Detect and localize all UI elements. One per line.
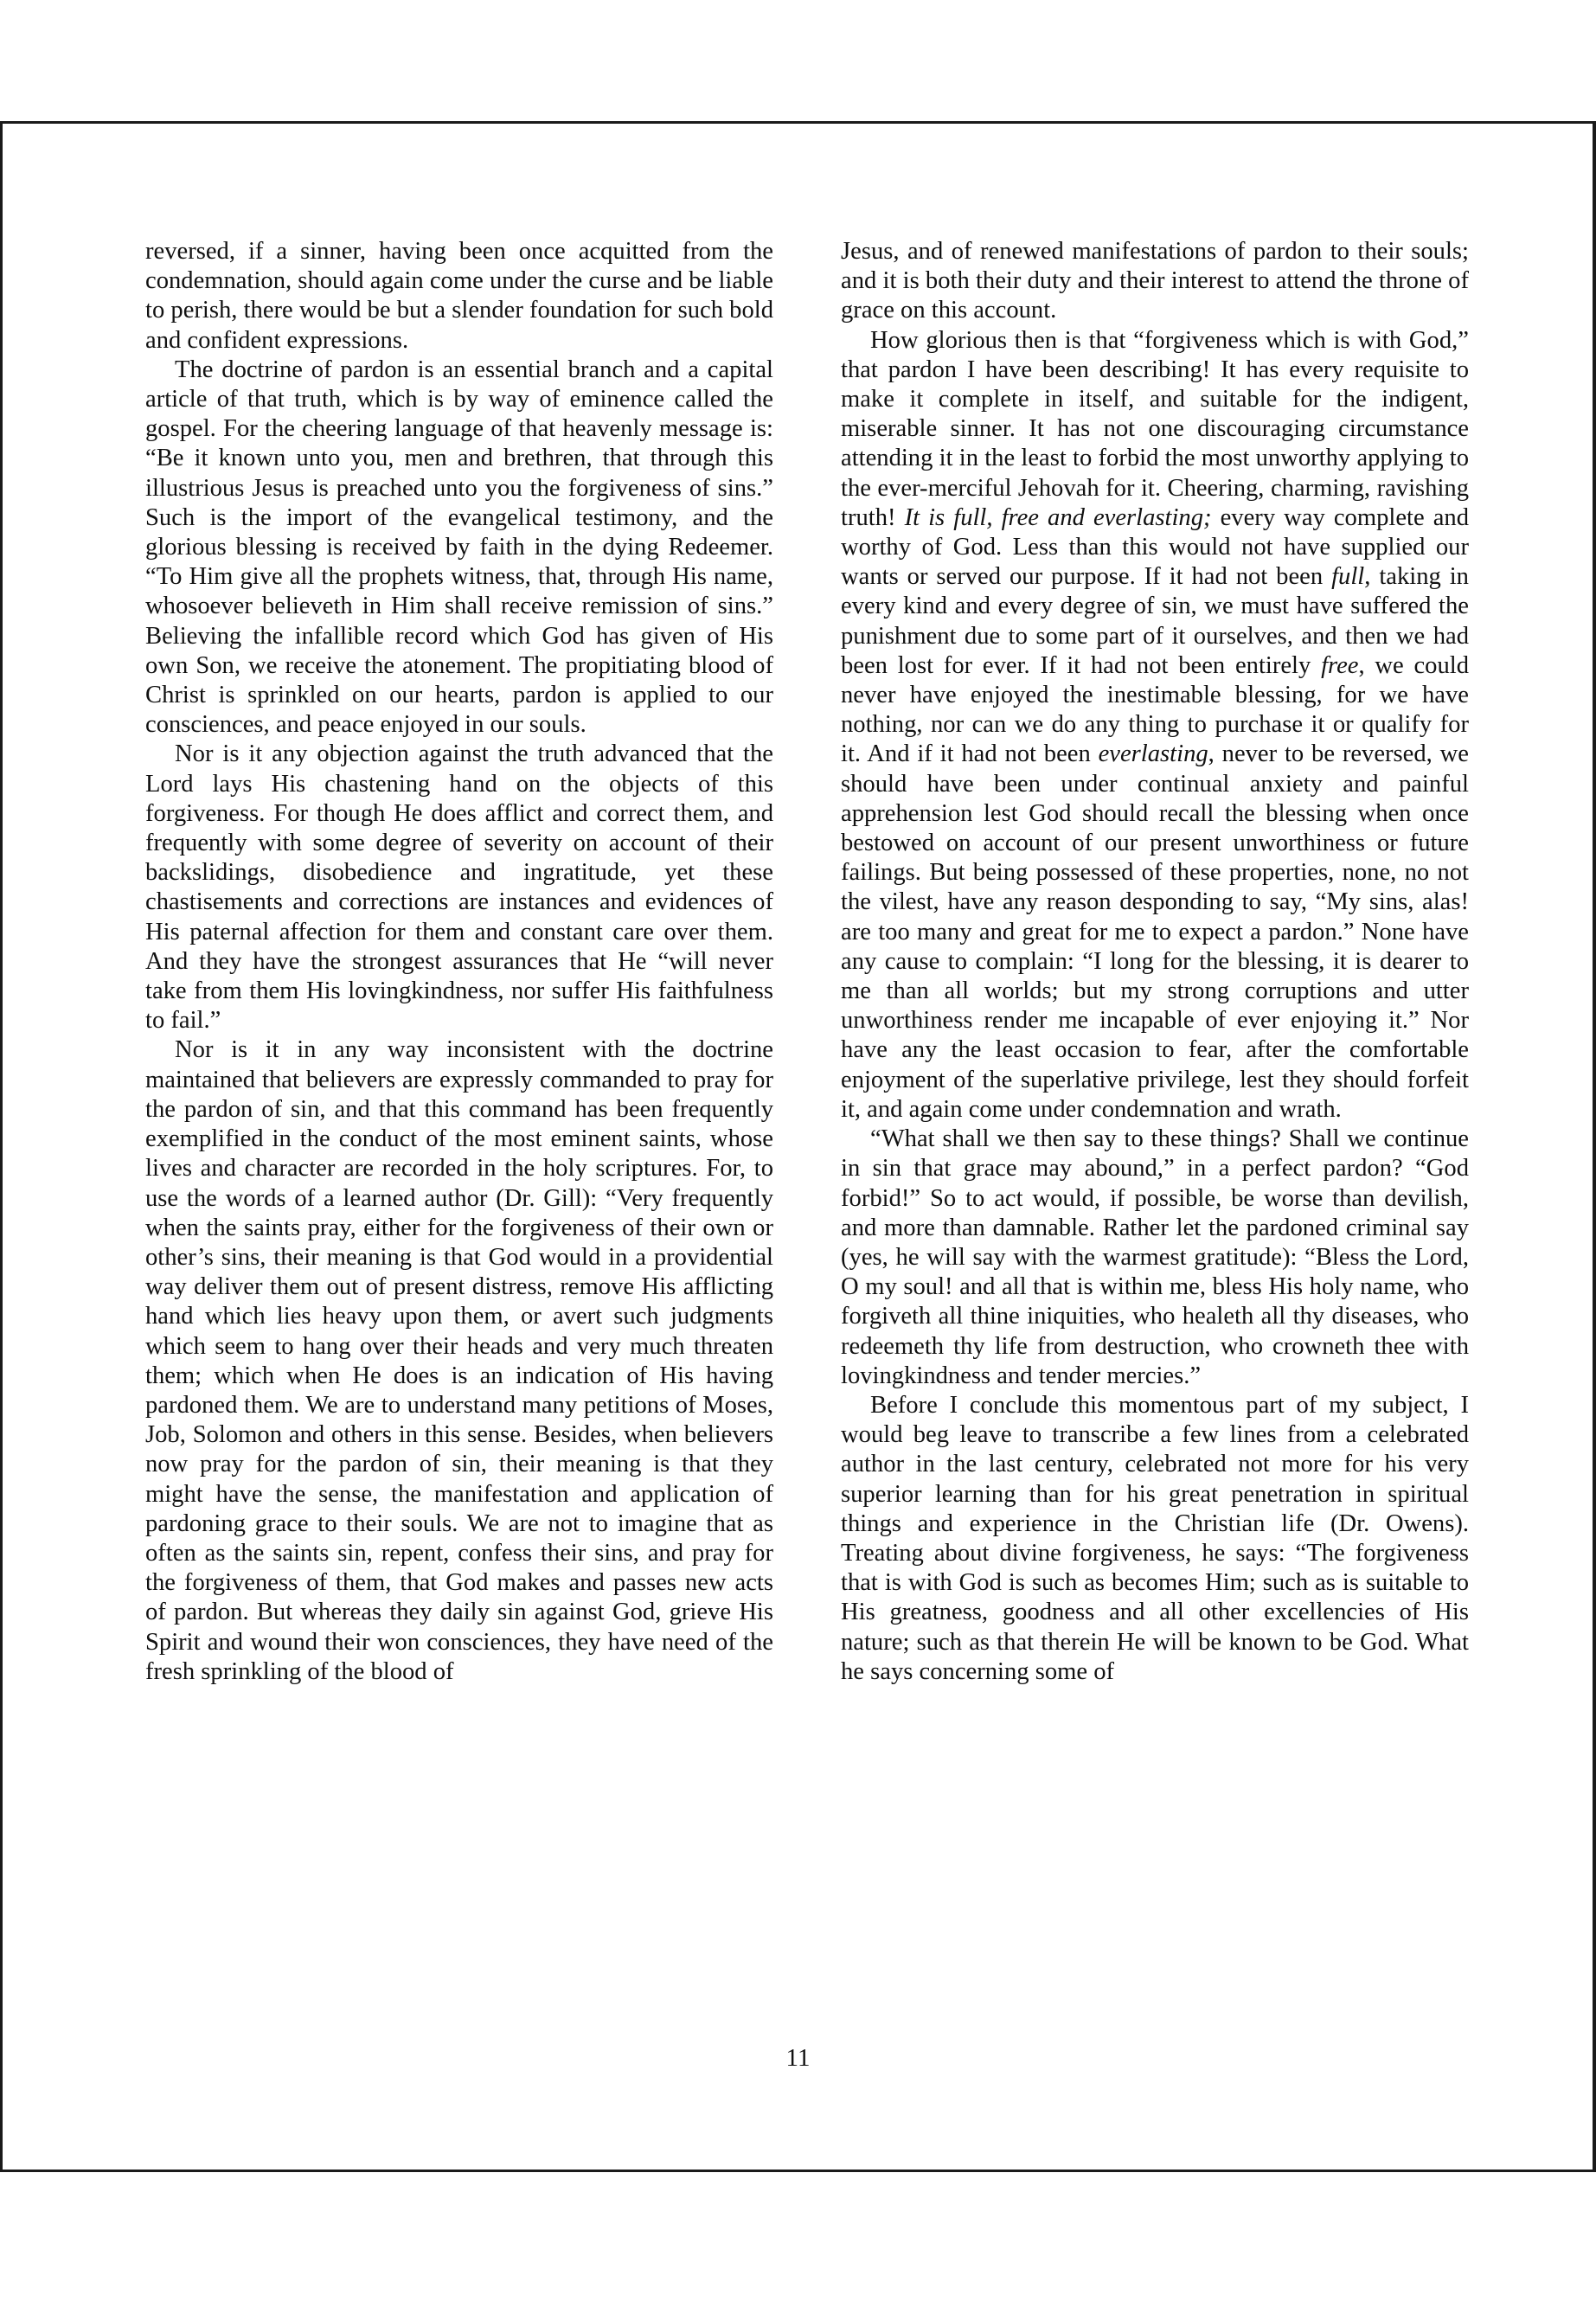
paragraph: The doctrine of pardon is an essential branch and a capital article of that truth, which is by way of eminence called the gospel. For the cheering language of that heavenly message is: “Be it known unto you, men and brethren, that through this illustrious Jesus is preached unto you the forgiveness of sins.” Such is the import of the evangelical testimony, and the glorious blessing is received by faith in the dying Redeemer. “To Him give all the prophets witness, that, through His name, whosoever believeth in Him shall receive remission of sins.” Believing the infallible record which God has given of His own Son, we receive the atonement. The propitiating blood of Christ is sprinkled on our hearts, pardon is applied to our consciences, and peace enjoyed in our souls.	[145, 356, 773, 739]
paragraph: Nor is it in any way inconsistent with the doctrine maintained that believers are expressly commanded to pray for the pardon of sin, and that this command has been frequently exemplified in the conduct of the most eminent saints, whose lives and character are recorded in the holy scriptures. For, to use the words of a learned author (Dr. Gill): “Very frequently when the saints pray, either for the forgiveness of their own or other’s sins, their meaning is that God would in a providential way deliver them out of present distress, remove His afflicting hand which lies heavy upon them, or avert such judgments which seem to hang over their heads and very much threaten them; which when He does is an indication of His having pardoned them. We are to understand many petitions of Moses, Job, Solomon and others in this sense. Besides, when believers now pray for the pardon of sin, their meaning is that they might have the sense, the manifestation and application of pardoning grace to their souls. We are not to imagine that as often as the saints sin, repent, confess their sins, and pray for the forgiveness of them, that God makes and passes new acts of pardon. But whereas they daily sin against God, grieve His Spirit and wound their won consciences, they have need of the fresh sprinkling of the blood of	[145, 1036, 773, 1685]
text-run: , we could never have enjoyed the inestimable blessing, for we have nothing, nor can we do any thing to purchase it or qualify for it. And if it had not been	[841, 651, 1470, 768]
page-border-left	[0, 121, 3, 2171]
paragraph	[841, 326, 1469, 1125]
emphasis: full	[1331, 563, 1365, 591]
text-run: , taking in every kind and every degree of sin, we must have suffered the punishment due to some part of it ourselves, and then we had been lost for ever. If it had not been entirely	[841, 563, 1469, 679]
paragraph: Nor is it any objection against the truth advanced that the Lord lays His chastening hand on the objects of this forgiveness. For though He does afflict and correct them, and frequently with some degree of severity on account of their backslidings, disobedience and ingratitude, yet these chastisements and corrections are instances and evidences of His paternal affection for them and constant care over them. And they have the strongest assurances that He “will never take from them His lovingkindness, nor suffer His faithfulness to fail.”	[145, 740, 773, 1035]
paragraph: “What shall we then say to these things? Shall we continue in sin that grace may abound,” in a perfect pardon? “God forbid!” So to act would, if possible, be worse than devilish, and more than damnable. Rather let the pardoned criminal say (yes, he will say with the warmest gratitude): “Bless the Lord, O my soul! and all that is within me, bless His holy name, who forgiveth all thine iniquities, who healeth all thy diseases, who redeemeth thy life from destruction, who crowneth thee with lovingkindness and tender mercies.”	[841, 1125, 1469, 1389]
text-run: How glorious then is that “forgiveness which is with God,” that pardon I have been describing! It has every requisite to make it complete in itself, and suitable for the indigent, miserable sinner. It has not one discouraging circumstance attending it in the least to forbid the most unworthy applying to the ever-merciful Jehovah for it. Cheering, charming, ravishing truth!	[841, 326, 1469, 531]
emphasis: free	[1321, 651, 1359, 679]
page-border-bottom	[0, 2170, 1596, 2172]
paragraph: Jesus, and of renewed manifestations of pardon to their souls; and it is both their duty and their interest to attend the throne of grace on this account.	[841, 238, 1469, 324]
left-column	[145, 237, 773, 1687]
page-number: 11	[785, 2044, 811, 2072]
paragraph: Before I conclude this momentous part of my subject, I would beg leave to transcribe a few lines from a celebrated author in the last century, celebrated not more for his very superior learning than for his great penetration in spiritual things and experience in the Christian life (Dr. Owens). Treating about divine forgiveness, he says: “The forgiveness that is with God is such as becomes Him; such as is suitable to His greatness, goodness and all other excellencies of His nature; such as that therein He will be known to be God. What he says concerning some of	[841, 1391, 1469, 1685]
right-column	[841, 237, 1469, 1687]
emphasis: It is full, free and everlasting;	[904, 503, 1212, 531]
text-run: , never to be reversed, we should have been under continual anxiety and painful apprehension lest God should recall the blessing when once bestowed on account of our present unworthiness or future failings. But being possessed of these properties, none, no not the vilest, have any reason desponding to say, “My sins, alas! are too many and great for me to expect a pardon.” None have any cause to complain: “I long for the blessing, it is dearer to me than all worlds; but my strong corruptions and utter unworthiness render me incapable of ever enjoying it.” Nor have any the least occasion to fear, after the comfortable enjoyment of the superlative privilege, lest they should forfeit it, and again come under condemnation and wrath.	[841, 740, 1469, 1123]
page-border-right	[1593, 121, 1596, 2171]
paragraph: reversed, if a sinner, having been once acquitted from the condemnation, should again come under the curse and be liable to perish, there would be but a slender foundation for such bold and confident expressions.	[145, 238, 773, 354]
emphasis: everlasting	[1098, 740, 1208, 768]
text-run: every way complete and worthy of God. Less than this would not have supplied our wants or served our purpose. If it had not been	[841, 503, 1470, 591]
page-border-top	[0, 121, 1596, 124]
